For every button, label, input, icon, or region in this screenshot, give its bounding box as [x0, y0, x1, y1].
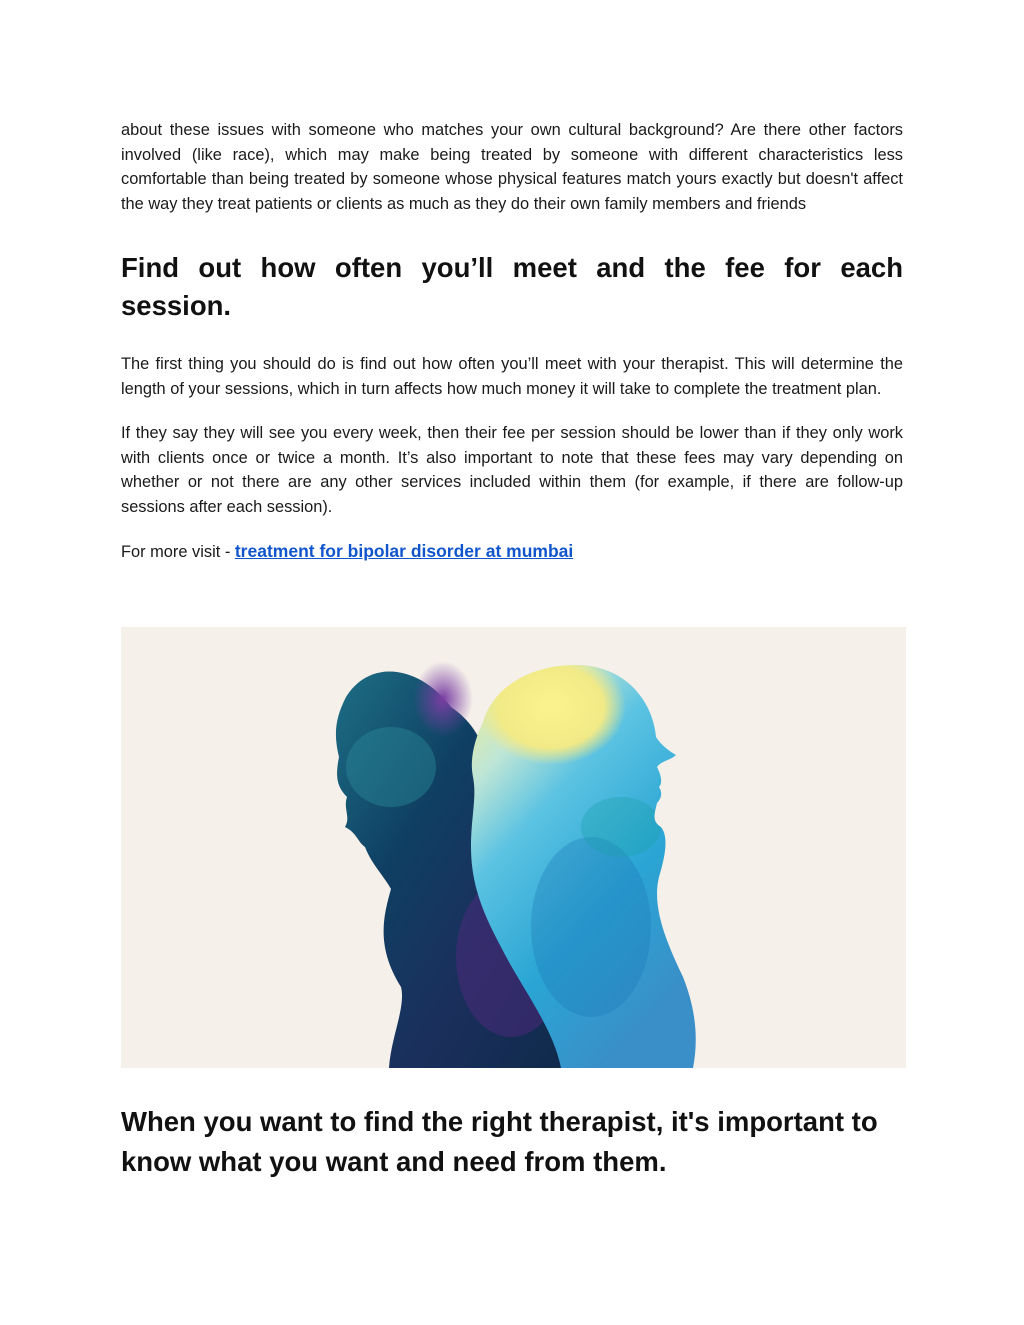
paragraph-meeting-frequency: The first thing you should do is find out how often you’ll meet with your therapist. This will determine the length of your sessions, which in turn affects how much money it will take to complete the treatment plan.: [121, 355, 903, 398]
two-heads-illustration: [121, 627, 906, 1068]
visit-label: For more visit -: [121, 543, 231, 561]
visit-line: [121, 539, 903, 564]
purple-wash: [413, 661, 473, 737]
section-heading-right-therapist: When you want to find the right therapist, it's important to know what you want and need from them.: [121, 1106, 878, 1177]
deep-blue-wash: [531, 837, 651, 1017]
section-heading-meeting-fee: Find out how often you’ll meet and the fee for each session.: [121, 252, 903, 321]
document-page: [121, 118, 903, 564]
intro-paragraph: about these issues with someone who matches your own cultural background? Are there other factors involved (like race), which may make being treated by someone with different characteristics less comfortable than being treated by someone whose physical features match yours exactly but doesn't affect the way they treat patients or clients as much as they do their own family members and friends: [121, 121, 903, 213]
paragraph-fee-per-session: If they say they will see you every week, then their fee per session should be lower than if they only work with clients once or twice a month. It’s also important to note that these fees may vary depending on whether or not there are any other services included within them (for example, if there are follow-up sessions after each session).: [121, 424, 903, 516]
yellow-crown-wash: [476, 649, 626, 765]
teal-light-wash: [581, 797, 661, 857]
two-heads-illustration-svg: [121, 627, 906, 1068]
teal-wash: [346, 727, 436, 807]
treatment-link[interactable]: treatment for bipolar disorder at mumbai: [234, 541, 574, 561]
